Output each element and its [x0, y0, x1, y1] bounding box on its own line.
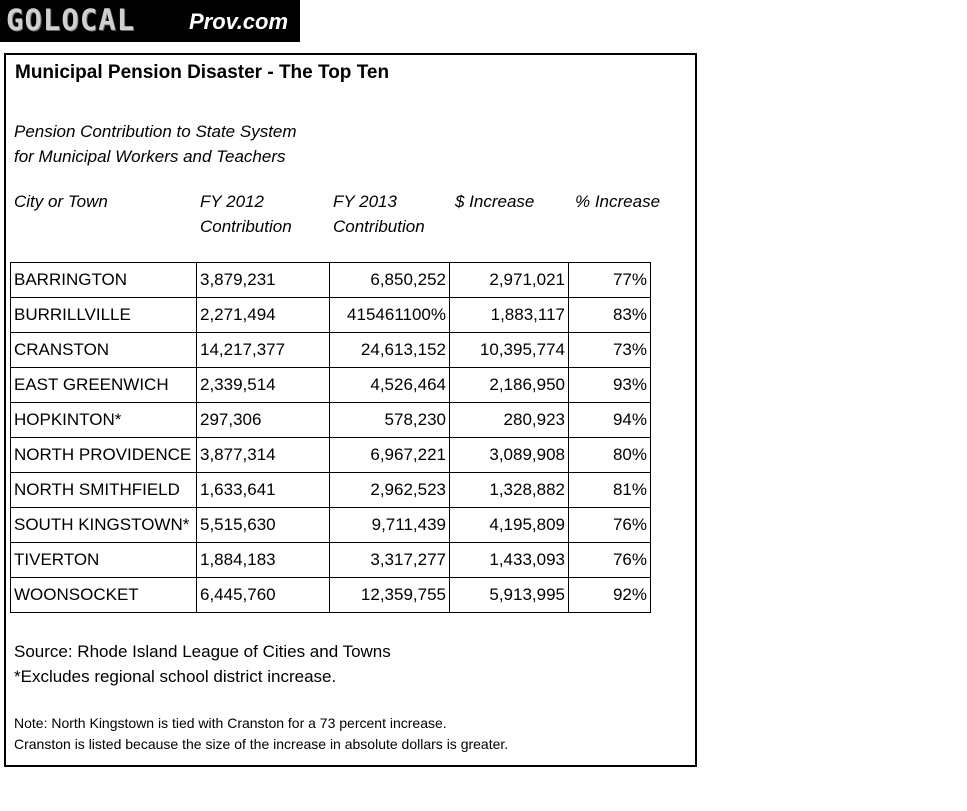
fy2012-cell: 3,879,231	[197, 263, 330, 298]
source-note	[14, 639, 391, 689]
note-line: Cranston is listed because the size of the increase in absolute dollars is greater.	[14, 736, 509, 752]
table-row	[11, 333, 651, 368]
table-row	[11, 263, 651, 298]
table-row	[11, 578, 651, 613]
fy2013-cell: 2,962,523	[330, 473, 450, 508]
footer-note	[14, 713, 508, 755]
city-cell: EAST GREENWICH	[11, 368, 197, 403]
pct-increase-cell: 73%	[569, 333, 651, 368]
fy2013-cell: 6,967,221	[330, 438, 450, 473]
fy2012-cell: 3,877,314	[197, 438, 330, 473]
fy2013-cell: 4,526,464	[330, 368, 450, 403]
dollar-increase-cell: 4,195,809	[450, 508, 569, 543]
city-cell: WOONSOCKET	[11, 578, 197, 613]
pct-increase-cell: 76%	[569, 543, 651, 578]
column-header-pct-increase	[575, 189, 660, 214]
city-cell: NORTH PROVIDENCE	[11, 438, 197, 473]
table-subtitle	[14, 119, 297, 169]
table-row	[11, 403, 651, 438]
logo-brand: GOLOCAL	[6, 3, 136, 37]
golocal-logo[interactable]	[0, 0, 300, 42]
footnote-line: *Excludes regional school district increase.	[14, 667, 337, 686]
dollar-increase-cell: 1,883,117	[450, 298, 569, 333]
city-cell: SOUTH KINGSTOWN*	[11, 508, 197, 543]
subtitle-line: Pension Contribution to State System	[14, 122, 297, 141]
table-row	[11, 368, 651, 403]
dollar-increase-cell: 1,328,882	[450, 473, 569, 508]
pct-increase-cell: 93%	[569, 368, 651, 403]
city-cell: BARRINGTON	[11, 263, 197, 298]
column-header-dollar-increase	[455, 189, 534, 214]
table-row	[11, 298, 651, 333]
pct-increase-cell: 83%	[569, 298, 651, 333]
logo-site: Prov.com	[189, 9, 289, 34]
pension-table-panel	[4, 53, 697, 767]
column-header-fy2013	[333, 189, 425, 239]
fy2012-cell: 6,445,760	[197, 578, 330, 613]
column-header-text: FY 2012	[200, 192, 264, 211]
dollar-increase-cell: 1,433,093	[450, 543, 569, 578]
city-cell: NORTH SMITHFIELD	[11, 473, 197, 508]
pct-increase-cell: 80%	[569, 438, 651, 473]
fy2013-cell: 578,230	[330, 403, 450, 438]
pct-increase-cell: 76%	[569, 508, 651, 543]
column-header-text: Contribution	[200, 217, 292, 236]
fy2013-cell: 3,317,277	[330, 543, 450, 578]
dollar-increase-cell: 2,186,950	[450, 368, 569, 403]
source-line: Source: Rhode Island League of Cities and Towns	[14, 642, 391, 661]
pct-increase-cell: 77%	[569, 263, 651, 298]
city-cell: TIVERTON	[11, 543, 197, 578]
column-header-fy2012	[200, 189, 292, 239]
pct-increase-cell: 81%	[569, 473, 651, 508]
column-header-text: City or Town	[14, 192, 108, 211]
fy2012-cell: 2,339,514	[197, 368, 330, 403]
fy2012-cell: 2,271,494	[197, 298, 330, 333]
dollar-increase-cell: 2,971,021	[450, 263, 569, 298]
note-line: Note: North Kingstown is tied with Cranston for a 73 percent increase.	[14, 715, 447, 731]
dollar-increase-cell: 280,923	[450, 403, 569, 438]
dollar-increase-cell: 3,089,908	[450, 438, 569, 473]
city-cell: BURRILLVILLE	[11, 298, 197, 333]
fy2013-cell: 415461100%	[330, 298, 450, 333]
page-title: Municipal Pension Disaster - The Top Ten	[15, 62, 390, 83]
fy2012-cell: 1,633,641	[197, 473, 330, 508]
table-row	[11, 508, 651, 543]
fy2013-cell: 6,850,252	[330, 263, 450, 298]
table-row	[11, 438, 651, 473]
fy2012-cell: 5,515,630	[197, 508, 330, 543]
column-header-text: % Increase	[575, 192, 661, 211]
pct-increase-cell: 92%	[569, 578, 651, 613]
column-header-text: FY 2013	[333, 192, 397, 211]
pct-increase-cell: 94%	[569, 403, 651, 438]
column-header-text: Contribution	[333, 217, 425, 236]
fy2012-cell: 1,884,183	[197, 543, 330, 578]
city-cell: HOPKINTON*	[11, 403, 197, 438]
pension-data-table	[10, 262, 651, 613]
fy2012-cell: 297,306	[197, 403, 330, 438]
subtitle-line: for Municipal Workers and Teachers	[14, 147, 286, 166]
fy2012-cell: 14,217,377	[197, 333, 330, 368]
fy2013-cell: 24,613,152	[330, 333, 450, 368]
table-row	[11, 473, 651, 508]
dollar-increase-cell: 5,913,995	[450, 578, 569, 613]
fy2013-cell: 9,711,439	[330, 508, 450, 543]
column-header-text: $ Increase	[455, 192, 535, 211]
city-cell: CRANSTON	[11, 333, 197, 368]
dollar-increase-cell: 10,395,774	[450, 333, 569, 368]
column-header-city	[14, 189, 108, 214]
table-row	[11, 543, 651, 578]
fy2013-cell: 12,359,755	[330, 578, 450, 613]
